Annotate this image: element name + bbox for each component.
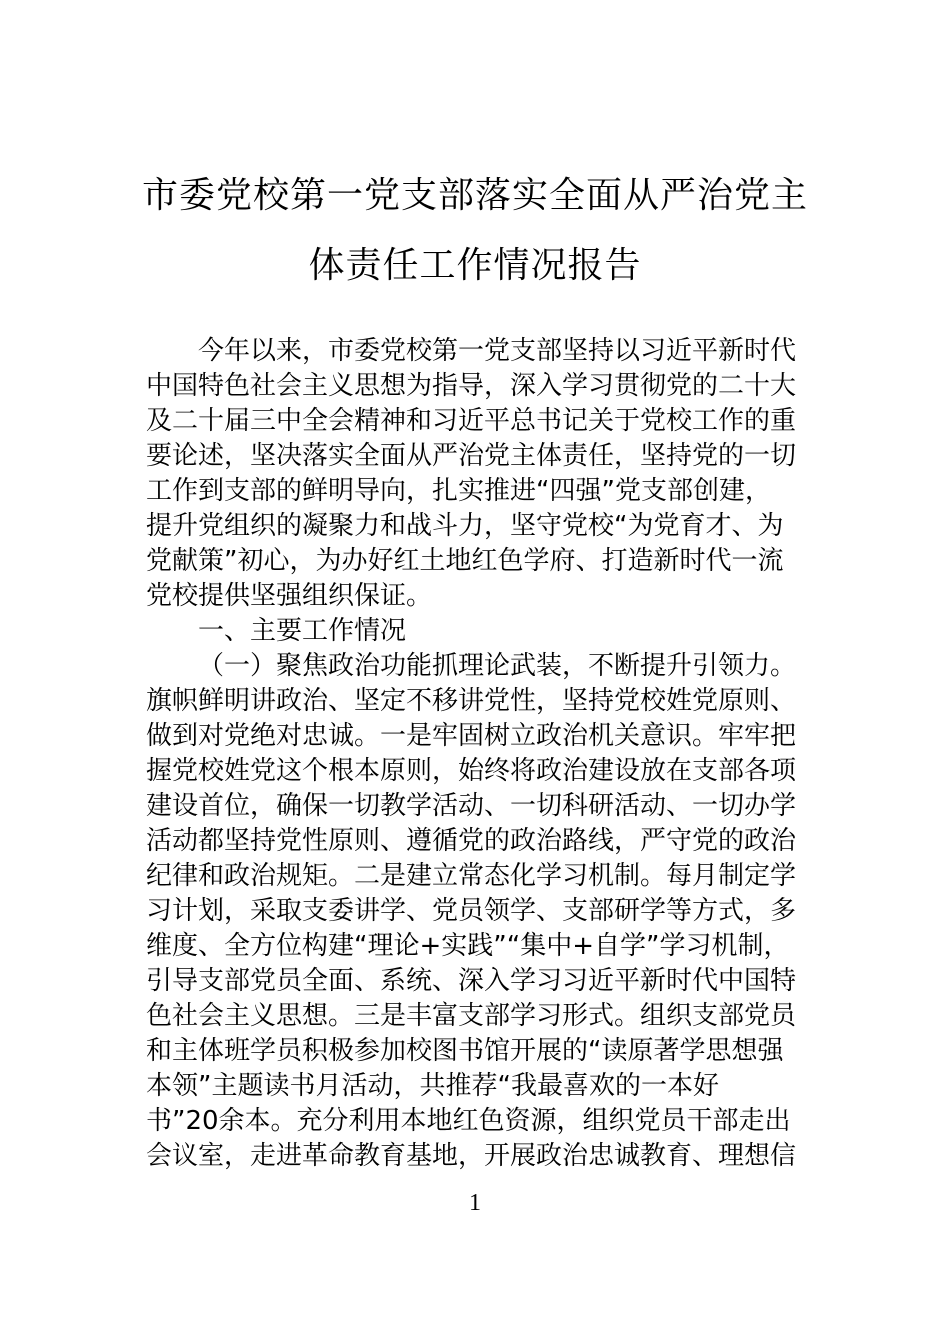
paragraph-intro-line: 党献策”初心，为办好红土地红色学府、打造新时代一流 — [146, 546, 784, 576]
document-body — [146, 334, 836, 1174]
paragraph-line: 建设首位，确保一切教学活动、一切科研活动、一切办学 — [146, 791, 797, 821]
paragraph-intro-line: 要论述，坚决落实全面从严治党主体责任，坚持党的一切 — [146, 441, 797, 471]
document-title-line-2: 体责任工作情况报告 — [308, 245, 642, 286]
paragraph-line: 会议室，走进革命教育基地，开展政治忠诚教育、理想信 — [146, 1141, 797, 1171]
subsection-heading: （一）聚焦政治功能抓理论武装，不断提升引领力。 — [198, 651, 797, 681]
page-number: 1 — [469, 1190, 481, 1216]
paragraph-intro-line: 今年以来，市委党校第一党支部坚持以习近平新时代 — [198, 336, 797, 366]
paragraph-line: 色社会主义思想。三是丰富支部学习形式。组织支部党员 — [146, 1001, 797, 1031]
paragraph-intro-line: 党校提供坚强组织保证。 — [146, 581, 433, 611]
paragraph-intro-line: 及二十届三中全会精神和习近平总书记关于党校工作的重 — [146, 406, 797, 436]
document-title-line-1: 市委党校第一党支部落实全面从严治党主 — [141, 175, 808, 216]
paragraph-intro-line: 工作到支部的鲜明导向，扎实推进“四强”党支部创建， — [146, 476, 771, 506]
paragraph-line: 旗帜鲜明讲政治、坚定不移讲党性，坚持党校姓党原则、 — [146, 686, 797, 716]
paragraph-intro-line: 中国特色社会主义思想为指导，深入学习贯彻党的二十大 — [146, 371, 797, 401]
paragraph-line: 和主体班学员积极参加校图书馆开展的“读原著学思想强 — [146, 1036, 784, 1066]
paragraph-line: 本领”主题读书月活动，共推荐“我最喜欢的一本好 — [146, 1071, 719, 1101]
paragraph-line: 纪律和政治规矩。二是建立常态化学习机制。每月制定学 — [146, 861, 797, 891]
section-heading: 一、主要工作情况 — [198, 616, 407, 646]
paragraph-line: 维度、全方位构建“理论+实践”“集中+自学”学习机制， — [146, 931, 790, 961]
paragraph-line: 引导支部党员全面、系统、深入学习习近平新时代中国特 — [146, 966, 797, 996]
paragraph-intro-line: 提升党组织的凝聚力和战斗力，坚守党校“为党育才、为 — [146, 511, 784, 541]
paragraph-line: 做到对党绝对忠诚。一是牢固树立政治机关意识。牢牢把 — [146, 721, 797, 751]
paragraph-line: 习计划，采取支委讲学、党员领学、支部研学等方式，多 — [146, 896, 797, 926]
paragraph-line: 握党校姓党这个根本原则，始终将政治建设放在支部各项 — [146, 756, 797, 786]
paragraph-line: 书”20余本。充分利用本地红色资源，组织党员干部走出 — [146, 1106, 791, 1136]
paragraph-line: 活动都坚持党性原则、遵循党的政治路线，严守党的政治 — [146, 826, 797, 856]
